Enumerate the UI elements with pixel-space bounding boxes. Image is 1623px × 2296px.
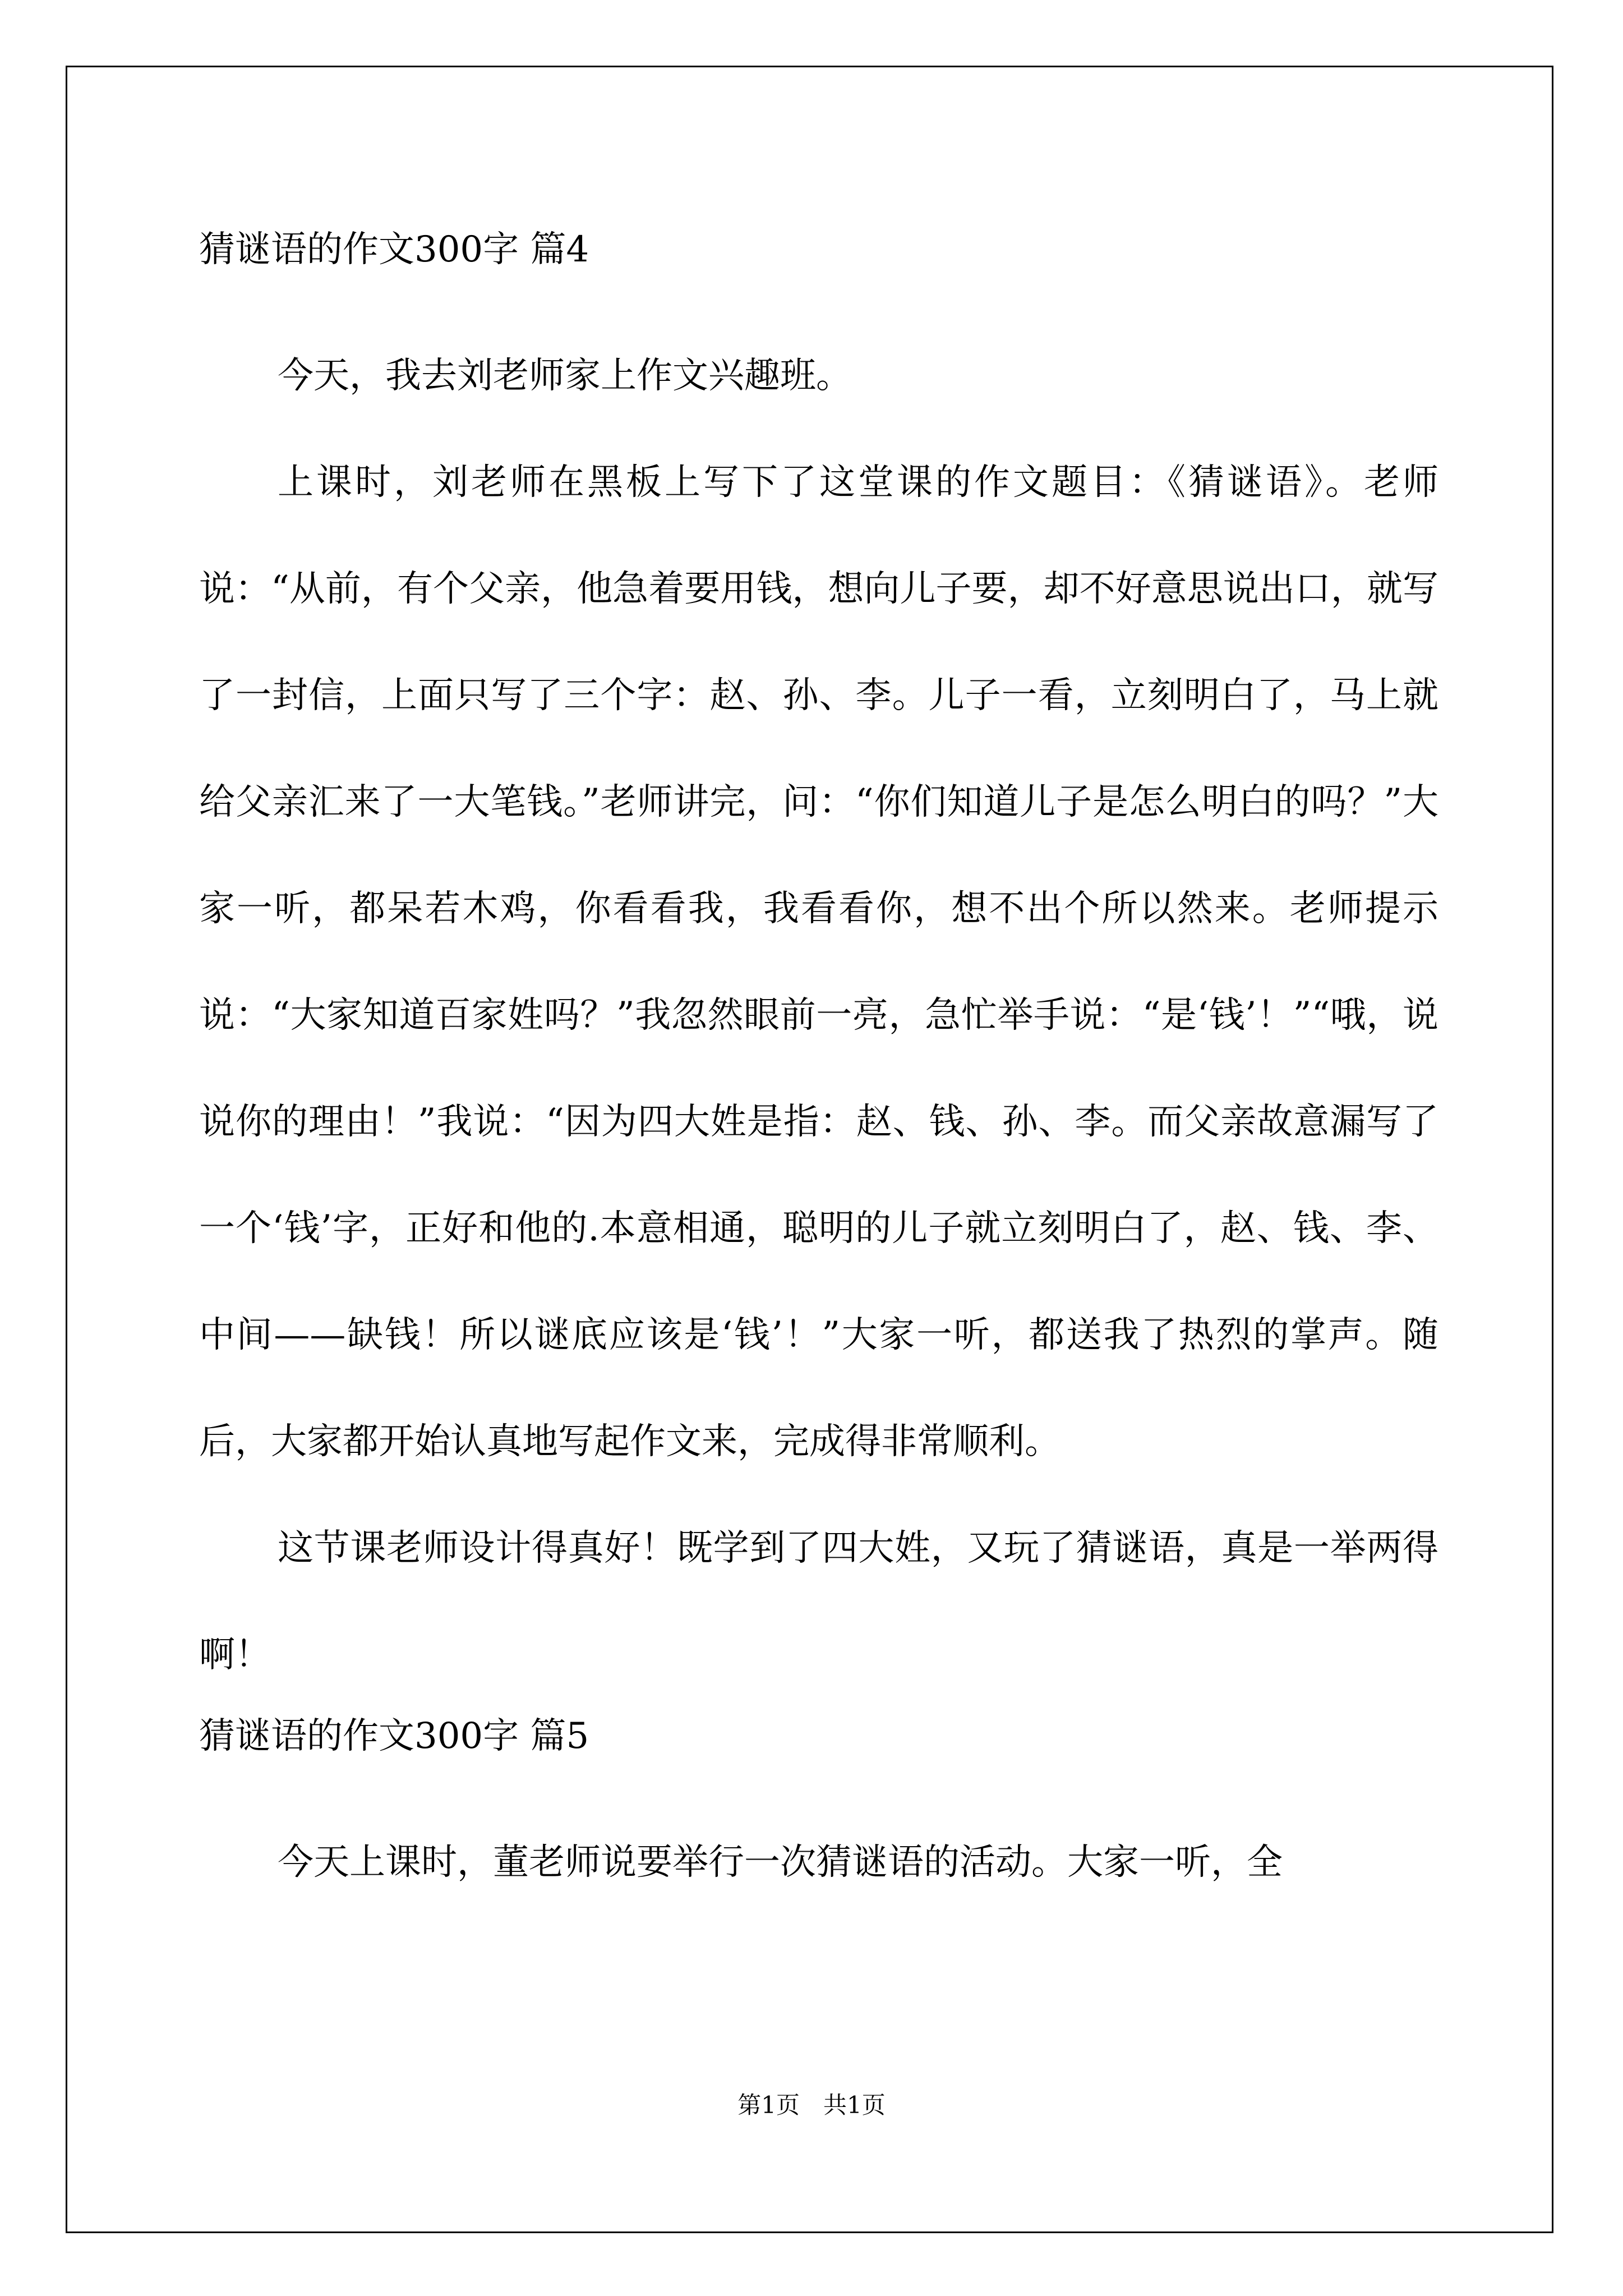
section-5-heading: 猜谜语的作文300字 篇5 (199, 1715, 589, 1757)
document-body (199, 222, 1438, 1916)
section-5-paragraph-1: 今天上课时，董老师说要举行一次猜谜语的活动。大家一听，全 (278, 1842, 1283, 1883)
page-footer: 第1页 共1页 (737, 2091, 886, 2119)
section-4-paragraph-1: 今天，我去刘老师家上作文兴趣班。 (278, 355, 852, 397)
section-4-paragraph-3: 这节课老师设计得真好！既学到了四大姓，又玩了猜谜语，真是一举两得啊！ (199, 1527, 1438, 1676)
section-4-paragraph-2: 上课时，刘老师在黑板上写下了这堂课的作文题目：《猜谜语》。老师说：“从前，有个父亲，他急着要用钱，想向儿子要，却不好意思说出口，就写了一封信，上面只写了三个字：赵、孙、李。儿子一看，立刻明白了，马上就给父亲汇来了一大笔钱。”老师讲完，问：“你们知道儿子是怎么明白的吗？”大家一听，都呆若木鸡，你看看我，我看看你，想不出个所以然来。老师提示说：“大家知道百家姓吗？”我忽然眼前一亮，急忙举手说：“是‘钱’！”“哦，说说你的理由！”我说：“因为四大姓是指：赵、钱、孙、李。而父亲故意漏写了一个‘钱’字，正好和他的.本意相通，聪明的儿子就立刻明白了，赵、钱、李、中间——缺钱！所以谜底应该是‘钱’！”大家一听，都送我了热烈的掌声。随后，大家都开始认真地写起作文来，完成得非常顺利。 (199, 462, 1438, 1462)
section-4-heading: 猜谜语的作文300字 篇4 (199, 229, 589, 270)
